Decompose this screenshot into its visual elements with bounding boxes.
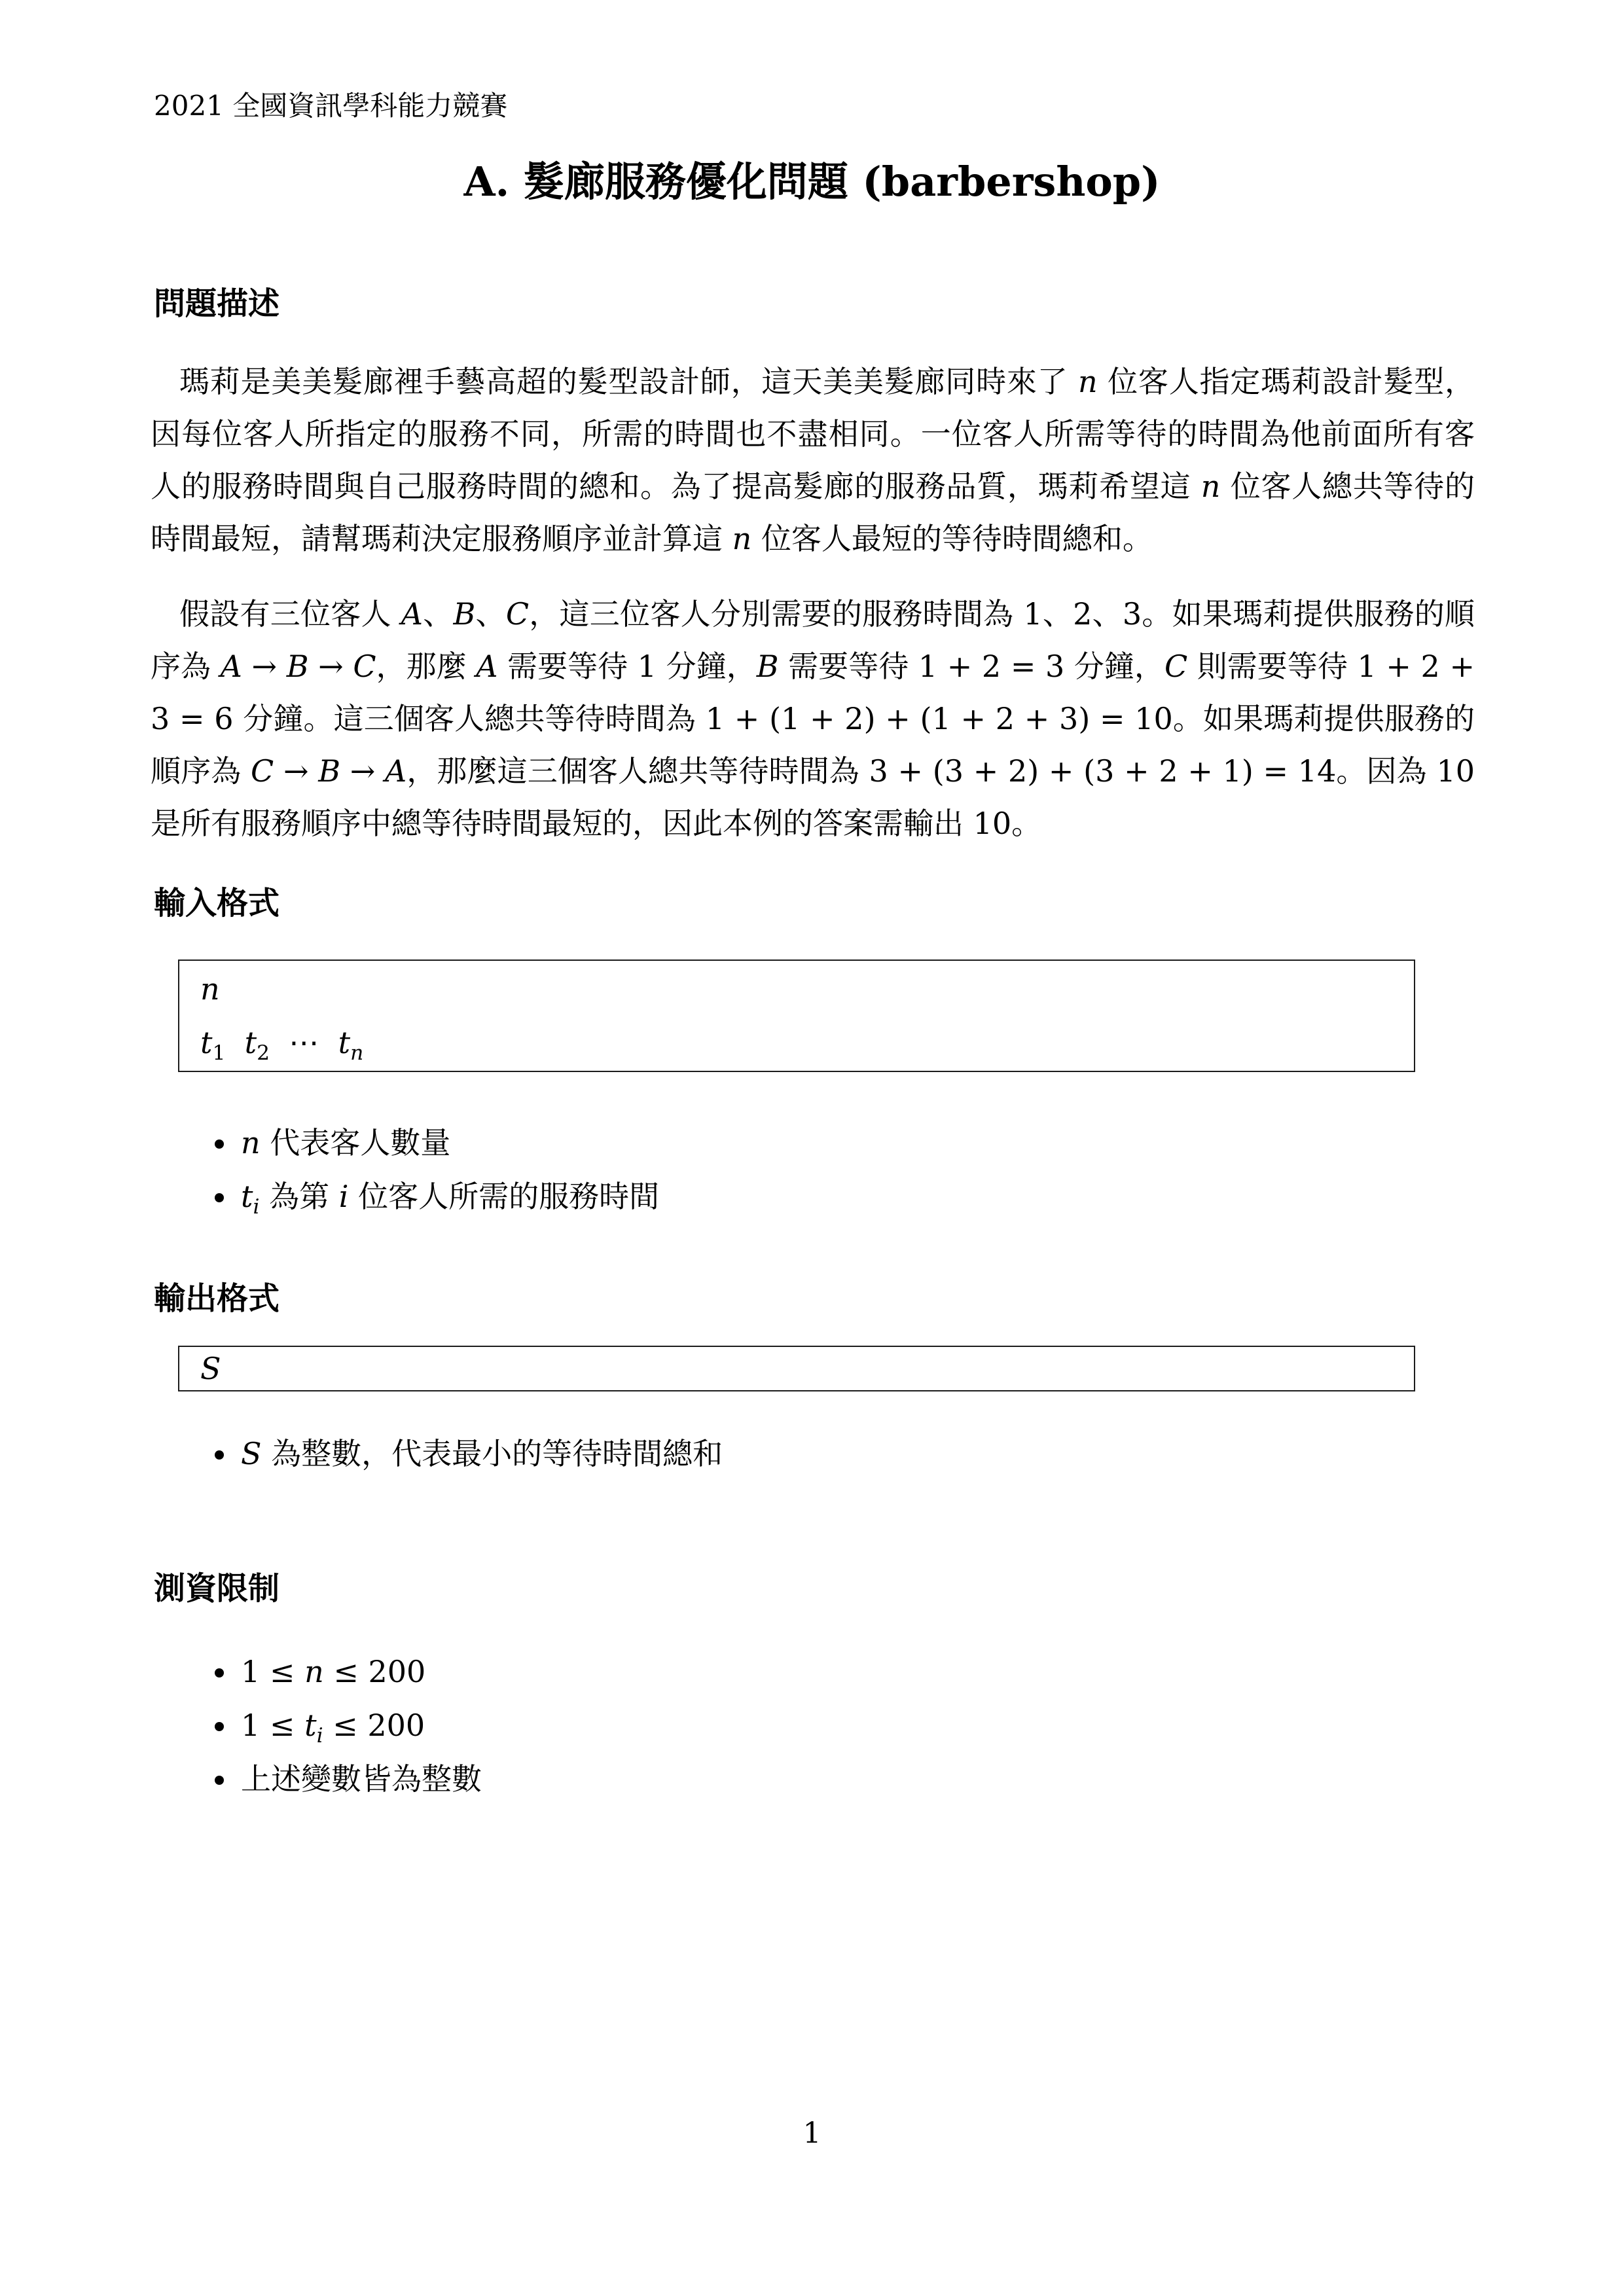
bullet-n-meaning: n 代表客人數量 — [241, 1116, 659, 1170]
section-heading-input-format: 輸入格式 — [154, 885, 280, 922]
page-number: 1 — [803, 2117, 821, 2150]
section-heading-constraints: 測資限制 — [154, 1570, 280, 1607]
input-format-box — [178, 960, 1415, 1072]
bullet-ti-meaning: $t_i$ 為第 i 位客人所需的服務時間 — [241, 1170, 659, 1223]
problem-paragraph-1: 瑪莉是美美髮廊裡手藝高超的髮型設計師，這天美美髮廊同時來了 n 位客人指定瑪莉設計髮型，因每位客人所指定的服務不同，所需的時間也不盡相同。一位客人所需等待的時間為他前面所有客人的服務時間與自己服務時間的總和。為了提高髮廊的服務品質，瑪莉希望這 n 位客人總共等待的時間最短，請幫瑪莉決定服務順序並計算這 n 位客人最短的等待時間總和。 — [151, 364, 1475, 556]
bullet-constraint-ti: $1 \le t_i \le 200$ — [241, 1698, 482, 1752]
bullet-s-meaning: S 為整數，代表最小的等待時間總和 — [241, 1427, 723, 1480]
contest-header: 2021 全國資訊學科能力競賽 — [154, 90, 508, 122]
bullet-constraint-integer: 上述變數皆為整數 — [241, 1752, 482, 1806]
output-format-box — [178, 1346, 1415, 1391]
input-box-line-times: $t_1$ $t_2$ ⋯ $t_n$ — [200, 1025, 364, 1066]
problem-title: A. 髮廊服務優化問題 (barbershop) — [463, 158, 1161, 206]
input-box-line-n: n — [200, 971, 220, 1007]
problem-paragraph-2: 假設有三位客人 A、B、C，這三位客人分別需要的服務時間為 1、2、3。如果瑪莉提供服務的順序為 A → B → C，那麼 A 需要等待 1 分鐘，B 需要等待 1 + 2 = 3 分鐘，C 則需要等待 1 + 2 + 3 = 6 分鐘。這三個客人總共等待時間為 1 + (1 + 2) + (1 + 2 + 3) = 10。如果瑪莉提供服務的順序為 C → B → A，那麼這三個客人總共等待時間為 3 + (3 + 2) + (3 + 2 + 1) = 14。因為 10 是所有服務順序中總等待時間最短的，因此本例的答案需輸出 10。 — [151, 596, 1475, 841]
output-format-bullet-list — [241, 1427, 723, 1480]
constraints-bullet-list — [241, 1645, 482, 1806]
section-heading-output-format: 輸出格式 — [154, 1280, 280, 1317]
output-box-line-s: S — [200, 1351, 221, 1386]
section-heading-problem-description: 問題描述 — [154, 285, 280, 322]
bullet-constraint-n: 1 ≤ n ≤ 200 — [241, 1645, 482, 1698]
input-format-bullet-list — [241, 1116, 659, 1223]
